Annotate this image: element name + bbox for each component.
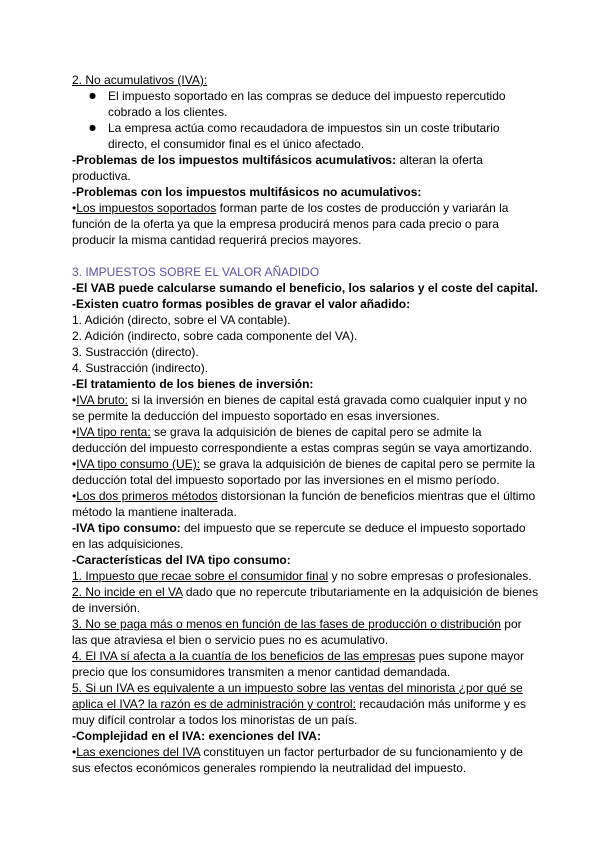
list-item-text: El impuesto soportado en las compras se deduce del impuesto repercutido bbox=[108, 89, 506, 103]
underlined-term: IVA tipo renta: bbox=[76, 425, 151, 439]
paragraph-text: se permite la deducción del impuesto soportado en esas inversiones. bbox=[72, 409, 440, 423]
numbered-item-continuation bbox=[72, 696, 572, 712]
paragraph-line bbox=[72, 504, 572, 520]
paragraph-text: productiva. bbox=[72, 169, 131, 183]
paragraph-text: sus efectos económicos generales rompiendo la neutralidad del impuesto. bbox=[72, 761, 467, 775]
paragraph-line bbox=[72, 376, 572, 392]
inline-bullet-icon: • bbox=[72, 489, 77, 503]
paragraph-text: alteran la oferta bbox=[399, 153, 483, 167]
numbered-item-continuation bbox=[72, 712, 572, 728]
numbered-item-continuation bbox=[72, 632, 572, 648]
paragraph-text: precio que los consumidores transmiten a menor cantidad demandada. bbox=[72, 665, 451, 679]
inline-bullet-icon: • bbox=[72, 425, 77, 439]
bold-label: -El VAB puede calcularse sumando el beneficio, los salarios y el coste del capital. bbox=[72, 281, 538, 295]
underlined-term: 2. No incide en el VA bbox=[72, 585, 183, 599]
paragraph-text: y no sobre empresas o profesionales. bbox=[331, 569, 532, 583]
underlined-term: Los impuestos soportados bbox=[76, 201, 217, 215]
paragraph-line bbox=[72, 424, 572, 440]
paragraph-text: método la mantiene inalterada. bbox=[72, 505, 237, 519]
numbered-item bbox=[72, 680, 572, 696]
list-item bbox=[72, 120, 572, 136]
paragraph-line bbox=[72, 392, 572, 408]
numbered-item bbox=[72, 648, 572, 664]
paragraph-line bbox=[72, 216, 572, 232]
numbered-item: 2. Adición (indirecto, sobre cada componente del VA). bbox=[72, 329, 358, 343]
bold-label: -Problemas con los impuestos multifásicos no acumulativos: bbox=[72, 185, 422, 199]
list-bullet-icon: ● bbox=[89, 123, 96, 132]
document-body bbox=[72, 72, 572, 776]
paragraph-text: por bbox=[504, 617, 522, 631]
paragraph-line bbox=[72, 552, 572, 568]
paragraph-line bbox=[72, 760, 572, 776]
bold-label: -El tratamiento de los bienes de inversión: bbox=[72, 377, 314, 391]
numbered-item bbox=[72, 584, 572, 600]
underlined-term: 4. El IVA sí afecta a la cuantía de los beneficios de las empresas bbox=[72, 649, 416, 663]
paragraph-text: en las adquisiciones. bbox=[72, 537, 184, 551]
subsection-title: 2. No acumulativos (IVA): bbox=[72, 73, 208, 87]
inline-bullet-icon: • bbox=[72, 745, 77, 759]
blank-line bbox=[72, 248, 572, 264]
bold-label: -Problemas de los impuestos multifásicos acumulativos: bbox=[72, 153, 397, 167]
paragraph-line bbox=[72, 408, 572, 424]
paragraph-text: producir la misma cantidad requerirá precios mayores. bbox=[72, 233, 362, 247]
numbered-item-continuation bbox=[72, 664, 572, 680]
paragraph-text: constituyen un factor perturbador de su funcionamiento y de bbox=[203, 745, 523, 759]
paragraph-line bbox=[72, 152, 572, 168]
paragraph-text: de inversión. bbox=[72, 601, 141, 615]
numbered-item-continuation bbox=[72, 600, 572, 616]
bold-label: -Características del IVA tipo consumo: bbox=[72, 553, 291, 567]
list-bullet-icon: ● bbox=[89, 91, 96, 100]
paragraph-line bbox=[72, 184, 572, 200]
paragraph-text: función de la oferta ya que la empresa producirá menos para cada precio o para bbox=[72, 217, 499, 231]
paragraph-line bbox=[72, 296, 572, 312]
paragraph-line bbox=[72, 232, 572, 248]
list-item-continuation bbox=[72, 104, 572, 120]
paragraph-line bbox=[72, 456, 572, 472]
paragraph-text: muy difícil controlar a todos los minoristas de un país. bbox=[72, 713, 358, 727]
paragraph-line bbox=[72, 200, 572, 216]
paragraph-text: deducción del impuesto correspondiente a estas compras según se vaya amortizando. bbox=[72, 441, 533, 455]
numbered-item bbox=[72, 616, 572, 632]
list-item-text: directo, el consumidor final es el único afectado. bbox=[108, 137, 365, 151]
numbered-item: 3. Sustracción (directo). bbox=[72, 345, 199, 359]
underlined-term: Los dos primeros métodos bbox=[76, 489, 218, 503]
subsection-title-line bbox=[72, 72, 572, 88]
paragraph-text: pues supone mayor bbox=[418, 649, 525, 663]
inline-bullet-icon: • bbox=[72, 201, 77, 215]
list-item bbox=[72, 88, 572, 104]
paragraph-text: se grava la adquisición de bienes de capital pero se permite la bbox=[203, 457, 535, 471]
list-item-continuation bbox=[72, 136, 572, 152]
section-heading: 3. IMPUESTOS SOBRE EL VALOR AÑADIDO bbox=[72, 265, 320, 279]
inline-bullet-icon: • bbox=[72, 393, 77, 407]
numbered-item: 4. Sustracción (indirecto). bbox=[72, 361, 209, 375]
paragraph-text: forman parte de los costes de producción y variarán la bbox=[219, 201, 509, 215]
paragraph-line bbox=[72, 472, 572, 488]
paragraph-text: del impuesto que se repercute se deduce el impuesto soportado bbox=[184, 521, 526, 535]
underlined-term: 1. Impuesto que recae sobre el consumidor final bbox=[72, 569, 329, 583]
paragraph-text: se grava la adquisición de bienes de capital pero se admite la bbox=[154, 425, 482, 439]
paragraph-line bbox=[72, 280, 572, 296]
numbered-item bbox=[72, 568, 572, 584]
paragraph-text: deducción total del impuesto soportado por las inversiones en el mismo período. bbox=[72, 473, 500, 487]
paragraph-line bbox=[72, 440, 572, 456]
paragraph-text: las que atraviesa el bien o servicio pues no es acumulativo. bbox=[72, 633, 389, 647]
bold-label: -IVA tipo consumo: bbox=[72, 521, 181, 535]
underlined-term: IVA tipo consumo (UE): bbox=[76, 457, 201, 471]
inline-bullet-icon: • bbox=[72, 457, 77, 471]
underlined-term: Las exenciones del IVA bbox=[76, 745, 201, 759]
underlined-term: 3. No se paga más o menos en función de las fases de producción o distribución bbox=[72, 617, 501, 631]
paragraph-line bbox=[72, 488, 572, 504]
underlined-term: aplica el IVA? la razón es de administración y control: bbox=[72, 697, 356, 711]
paragraph-text: distorsionan la función de beneficios mientras que el último bbox=[220, 489, 536, 503]
paragraph-text: si la inversión en bienes de capital está gravada como cualquier input y no bbox=[131, 393, 527, 407]
list-item-text: La empresa actúa como recaudadora de impuestos sin un coste tributario bbox=[108, 121, 500, 135]
paragraph-text: dado que no repercute tributariamente en la adquisición de bienes bbox=[185, 585, 539, 599]
paragraph-line bbox=[72, 536, 572, 552]
numbered-item: 1. Adición (directo, sobre el VA contable). bbox=[72, 313, 291, 327]
list-item-text: cobrado a los clientes. bbox=[108, 105, 228, 119]
underlined-term: 5. Si un IVA es equivalente a un impuesto sobre las ventas del minorista ¿por qué se bbox=[72, 681, 523, 695]
bold-label: -Existen cuatro formas posibles de gravar el valor añadido: bbox=[72, 297, 411, 311]
bold-label: -Complejidad en el IVA: exenciones del IVA: bbox=[72, 729, 321, 743]
paragraph-line bbox=[72, 744, 572, 760]
paragraph-line bbox=[72, 520, 572, 536]
paragraph-line bbox=[72, 728, 572, 744]
paragraph-line bbox=[72, 168, 572, 184]
paragraph-text: recaudación más uniforme y es bbox=[359, 697, 527, 711]
underlined-term: IVA bruto: bbox=[76, 393, 129, 407]
